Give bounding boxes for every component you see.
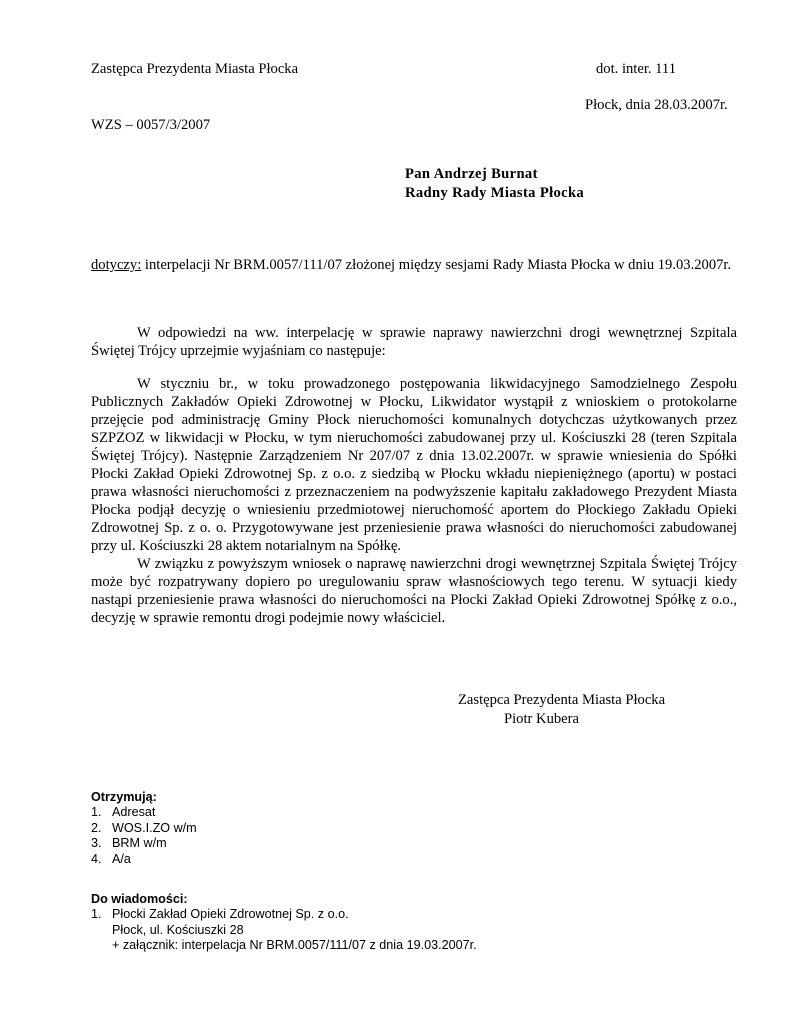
subject-label: dotyczy: [91, 257, 142, 273]
list-item [91, 836, 197, 851]
recipient-name: Pan Andrzej Burnat [405, 166, 538, 182]
place-date: Płock, dnia 28.03.2007r. [585, 97, 728, 113]
body-paragraph: W styczniu br., w toku prowadzonego postępowania likwidacyjnego Samodzielnego Zespołu Publicznych Zakładów Opieki Zdrowotnej w Płocku, Likwidator wystąpił z wnioskiem o protokolarne przejęcie pod administrację Gminy Płock nieruchomości komunalnych dotychczas użytkowanych przez SZPZOZ w likwidacji w Płocku, w tym nieruchomości zabudowanej przy ul. Kościuszki 28 (teren Szpitala Świętej Trójcy). Następnie Zarządzeniem Nr 207/07 z dnia 13.02.2007r. w sprawie wniesienia do Spółki Płocki Zakład Opieki Zdrowotnej Sp. z o.o. z siedzibą w Płocku wkładu niepieniężnego (aportu) w postaci prawa własności nieruchomości z przeznaczeniem na podwyższenie kapitału zakładowego Prezydent Miasta Płocka podjął decyzję o wniesieniu przedmiotowej nieruchomość aportem do Płockiego Zakładu Opieki Zdrowotnej Sp. z o. o. Przygotowywane jest przeniesienie prawa własności do nieruchomości zabudowanej przy ul. Kościuszki 28 aktem notarialnym na Spółkę. [91, 376, 737, 554]
body-paragraph: W odpowiedzi na ww. interpelację w sprawie naprawy nawierzchni drogi wewnętrznej Szpitala Świętej Trójcy uprzejmie wyjaśniam co następuje: [91, 325, 737, 359]
notice-list [91, 892, 477, 954]
list-item [91, 907, 477, 922]
list-item [91, 821, 197, 836]
reference-note: dot. inter. 111 [596, 61, 676, 77]
list-item-text: Adresat [112, 805, 156, 820]
recipient-block [405, 165, 584, 203]
signature-title: Zastępca Prezydenta Miasta Płocka [458, 692, 666, 708]
body-paragraph: W związku z powyższym wniosek o naprawę nawierzchni drogi wewnętrznej Szpitala Świętej Trójcy może być rozpatrywany dopiero po uregulowaniu spraw własnościowych tego terenu. W sytuacji kiedy nastąpi przeniesienie prawa własności do nieruchomości na Płocki Zakład Opieki Zdrowotnej Spółkę z o.o., decyzję w sprawie remontu drogi podejmie nowy właściciel. [91, 556, 737, 626]
list-item [91, 805, 197, 820]
list-item-text: A/a [112, 851, 131, 866]
list-item-number: 1. [91, 907, 102, 922]
list-item-number: 1. [91, 805, 102, 820]
notice-heading: Do wiadomości: [91, 892, 188, 906]
subject-line [91, 256, 737, 274]
list-item-number: 3. [91, 836, 102, 851]
signature-name: Piotr Kubera [504, 711, 579, 727]
subject-text: interpelacji Nr BRM.0057/111/07 złożonej między sesjami Rady Miasta Płocka w dniu 19.03.2007r. [141, 257, 732, 273]
list-item-text: Płocki Zakład Opieki Zdrowotnej Sp. z o.o. [112, 907, 349, 922]
recipients-list [91, 790, 197, 867]
list-item-address: Płock, ul. Kościuszki 28 [112, 922, 244, 937]
list-item-attachment: + załącznik: interpelacja Nr BRM.0057/111/07 z dnia 19.03.2007r. [112, 938, 477, 953]
signature-block [458, 691, 665, 729]
list-item-text: BRM w/m [112, 836, 167, 851]
list-item-number: 4. [91, 851, 102, 866]
list-item [91, 852, 197, 867]
list-item-text: WOS.I.ZO w/m [112, 820, 197, 835]
case-number: WZS – 0057/3/2007 [91, 117, 211, 133]
letter-body [91, 324, 737, 627]
recipient-title: Radny Rady Miasta Płocka [405, 185, 585, 201]
recipients-heading: Otrzymują: [91, 790, 157, 804]
list-item-number: 2. [91, 820, 102, 835]
issuer-title: Zastępca Prezydenta Miasta Płocka [91, 61, 299, 77]
